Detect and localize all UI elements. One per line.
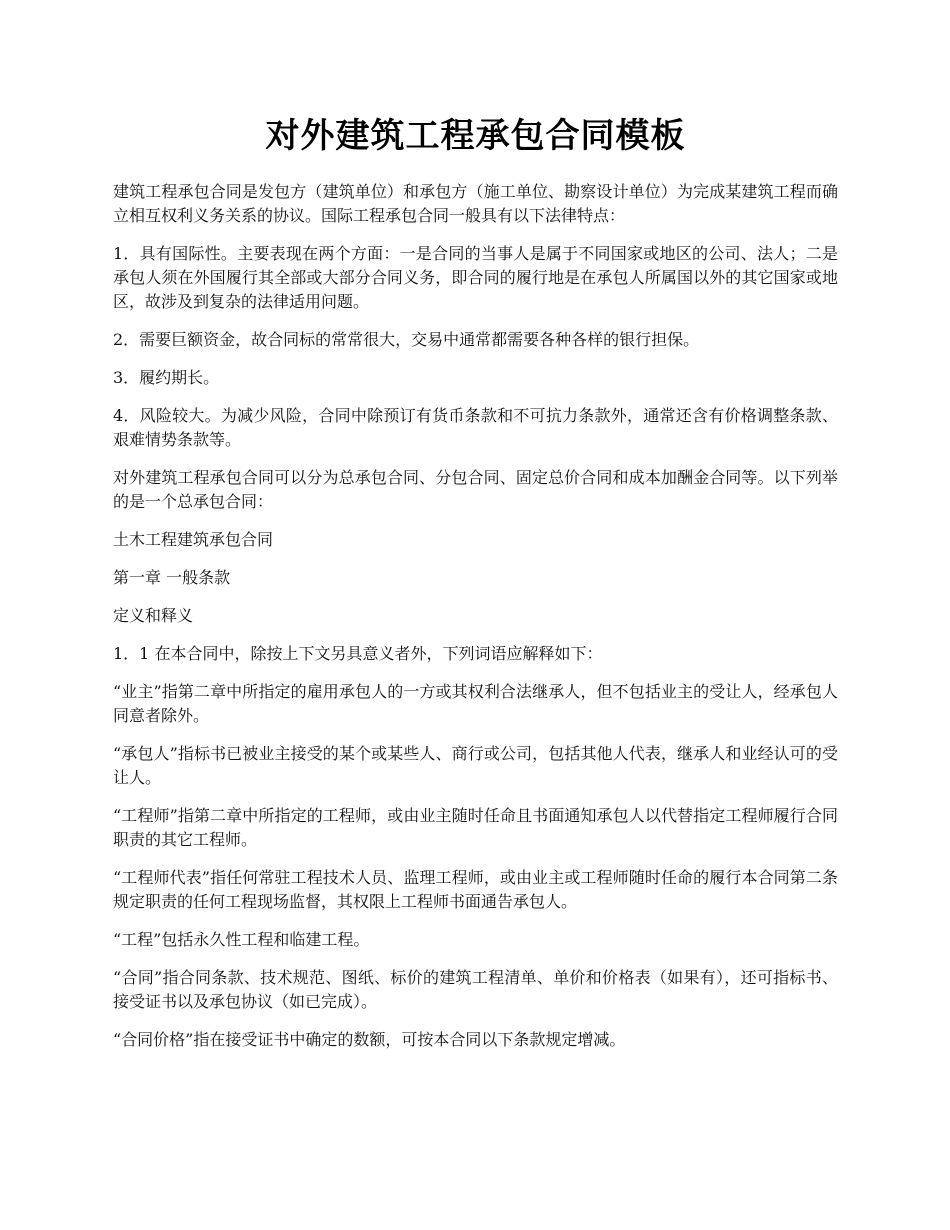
paragraph-feature-2: 2．需要巨额资金，故合同标的常常很大，交易中通常都需要各种各样的银行担保。 — [113, 330, 700, 349]
paragraph-def-engineer: “工程师”指第二章中所指定的工程师，或由业主随时任命且书面通知承包人以代替指定工程师履行合同职责的其它工程师。 — [113, 806, 838, 849]
paragraph-feature-4: 4．风险较大。为减少风险，合同中除预订有货币条款和不可抗力条款外，通常还含有价格调整条款、艰难情势条款等。 — [113, 406, 838, 449]
paragraph-def-contract: “合同”指合同条款、技术规范、图纸、标价的建筑工程清单、单价和价格表（如果有），还可指标书、接受证书以及承包协议（如已完成）。 — [113, 968, 838, 1011]
paragraph-feature-1: 1．具有国际性。主要表现在两个方面：一是合同的当事人是属于不同国家或地区的公司、法人；二是承包人须在外国履行其全部或大部分合同义务，即合同的履行地是在承包人所属国以外的其它国家或地区，故涉及到复杂的法律适用问题。 — [113, 244, 838, 311]
paragraph-def-contractor: “承包人”指标书已被业主接受的某个或某些人、商行或公司，包括其他人代表，继承人和业经认可的受让人。 — [113, 744, 838, 787]
paragraph-def-engineer-rep: “工程师代表”指任何常驻工程技术人员、监理工程师，或由业主或工程师随时任命的履行本合同第二条规定职责的任何工程现场监督，其权限上工程师书面通告承包人。 — [113, 868, 838, 911]
paragraph-chapter-heading: 第一章 一般条款 — [113, 568, 231, 587]
paragraph-contract-name: 土木工程建筑承包合同 — [113, 530, 274, 549]
document-title: 对外建筑工程承包合同模板 — [265, 116, 686, 156]
paragraph-clause-1-1: 1．1 在本合同中，除按上下文另具意义者外，下列词语应解释如下： — [113, 644, 603, 663]
paragraph-def-owner: “业主”指第二章中所指定的雇用承包人的一方或其权利合法继承人，但不包括业主的受让人，经承包人同意者除外。 — [113, 682, 838, 725]
paragraph-feature-3: 3．履约期长。 — [113, 368, 220, 387]
paragraph-intro: 建筑工程承包合同是发包方（建筑单位）和承包方（施工单位、勘察设计单位）为完成某建筑工程而确立相互权利义务关系的协议。国际工程承包合同一般具有以下法律特点： — [113, 182, 838, 225]
document-body — [113, 180, 838, 1052]
paragraph-def-works: “工程”包括永久性工程和临建工程。 — [113, 930, 370, 949]
paragraph-contract-types: 对外建筑工程承包合同可以分为总承包合同、分包合同、固定总价合同和成本加酬金合同等。以下列举的是一个总承包合同： — [113, 468, 838, 511]
paragraph-def-contract-price: “合同价格”指在接受证书中确定的数额，可按本合同以下条款规定增减。 — [113, 1030, 626, 1049]
paragraph-section-heading: 定义和释义 — [113, 606, 194, 625]
